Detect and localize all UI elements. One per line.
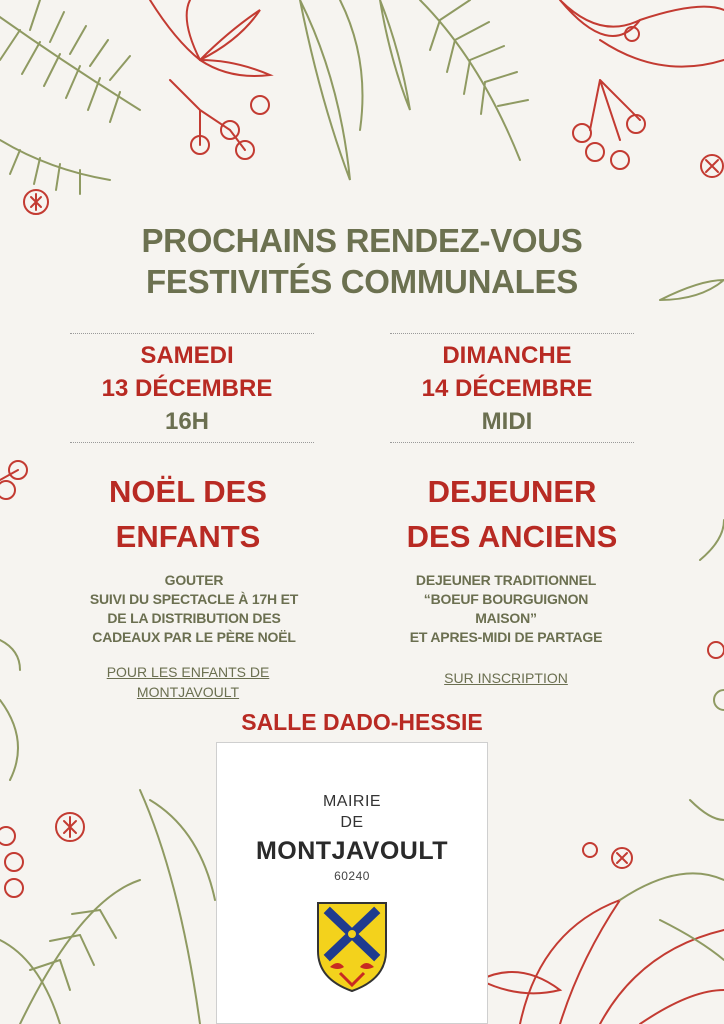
event-audience-link-line2[interactable]: MONTJAVOULT: [136, 684, 240, 700]
logo-postal-code: 60240: [334, 869, 370, 883]
mairie-logo-card: [216, 742, 488, 1024]
event-audience-link[interactable]: POUR LES ENFANTS DE: [106, 664, 270, 680]
event-date: 13 DÉCEMBRE: [101, 375, 273, 402]
event-description-line: MAISON”: [475, 610, 537, 626]
coat-of-arms-icon: [316, 901, 388, 993]
event-name-line1: NOËL DES: [109, 474, 267, 509]
divider-top-right: [390, 333, 634, 334]
venue-name: SALLE DADO-HESSIE: [241, 709, 483, 735]
logo-de-label: DE: [340, 814, 364, 831]
poster-title-line2: FESTIVITÉS COMMUNALES: [146, 263, 578, 300]
event-name-line2: ENFANTS: [115, 519, 261, 554]
logo-mairie-label: MAIRIE: [322, 793, 382, 810]
divider-bottom-left: [70, 442, 314, 443]
divider-top-left: [70, 333, 314, 334]
poster-title-line1: PROCHAINS RENDEZ-VOUS: [141, 222, 583, 259]
event-description-line: ET APRES-MIDI DE PARTAGE: [409, 629, 603, 645]
event-description-line: DEJEUNER TRADITIONNEL: [415, 572, 597, 588]
event-time: 16H: [164, 408, 210, 435]
event-description-line: DE LA DISTRIBUTION DES: [107, 610, 281, 626]
event-description-line: CADEAUX PAR LE PÈRE NOËL: [92, 629, 296, 645]
event-day: DIMANCHE: [442, 342, 572, 369]
event-name-line2: DES ANCIENS: [406, 519, 618, 554]
event-description-line: SUIVI DU SPECTACLE À 17H ET: [89, 591, 299, 607]
divider-bottom-right: [390, 442, 634, 443]
event-date: 14 DÉCEMBRE: [421, 375, 593, 402]
event-name-line1: DEJEUNER: [427, 474, 597, 509]
event-day: SAMEDI: [140, 342, 234, 369]
event-time: MIDI: [481, 408, 533, 435]
event-description-line: GOUTER: [164, 572, 224, 588]
event-description-line: “BOEUF BOURGUIGNON: [423, 591, 589, 607]
event-registration-link[interactable]: SUR INSCRIPTION: [444, 670, 568, 686]
logo-town-name: MONTJAVOULT: [255, 837, 449, 865]
